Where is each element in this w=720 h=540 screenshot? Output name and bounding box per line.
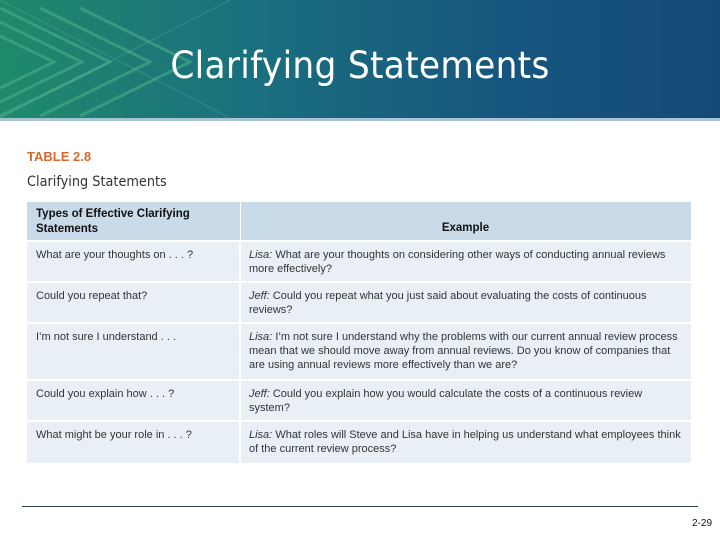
statement-type-cell: Could you explain how . . . ? [27,380,240,421]
slide-header-band [0,0,720,118]
example-cell [240,380,691,421]
table-number: TABLE 2.8 [27,149,92,164]
table-caption: Clarifying Statements [27,174,167,190]
header-divider [0,118,720,121]
example-cell [240,323,691,380]
example-cell [240,282,691,323]
table-row [27,241,691,282]
table-header-row [27,202,691,241]
column-header-types: Types of Effective Clarifying Statements [27,202,240,241]
footer-divider [22,506,698,507]
slide-title: Clarifying Statements [170,44,550,87]
page-number: 2-29 [691,518,712,529]
example-text: Could you repeat what you just said about evaluating the costs of continuous reviews? [249,290,647,316]
speaker-name: Lisa: [249,331,273,343]
statement-type-cell: What might be your role in . . . ? [27,421,240,463]
example-cell [240,241,691,282]
example-text: I’m not sure I understand why the problems with our current annual review process mean that we should move away from annual reviews. Do you know of companies that are using annual reviews more effectively than we are? [249,331,678,371]
table-row [27,323,691,380]
example-text: What are your thoughts on considering other ways of conducting annual reviews more effectively? [249,249,666,275]
example-cell [240,421,691,463]
example-text: Could you explain how you would calculate the costs of a continuous review system? [249,388,643,414]
table-row [27,380,691,421]
speaker-name: Lisa: [249,249,273,261]
statement-type-cell: What are your thoughts on . . . ? [27,241,240,282]
statement-type-cell: I’m not sure I understand . . . [27,323,240,380]
table-row [27,282,691,323]
clarifying-statements-table [27,202,692,463]
speaker-name: Jeff: [249,290,270,302]
table-row [27,421,691,463]
speaker-name: Jeff: [249,388,270,400]
example-text: What roles will Steve and Lisa have in helping us understand what employees think of the current review process? [249,429,681,455]
speaker-name: Lisa: [249,429,273,441]
column-header-example: Example [240,202,691,241]
statement-type-cell: Could you repeat that? [27,282,240,323]
